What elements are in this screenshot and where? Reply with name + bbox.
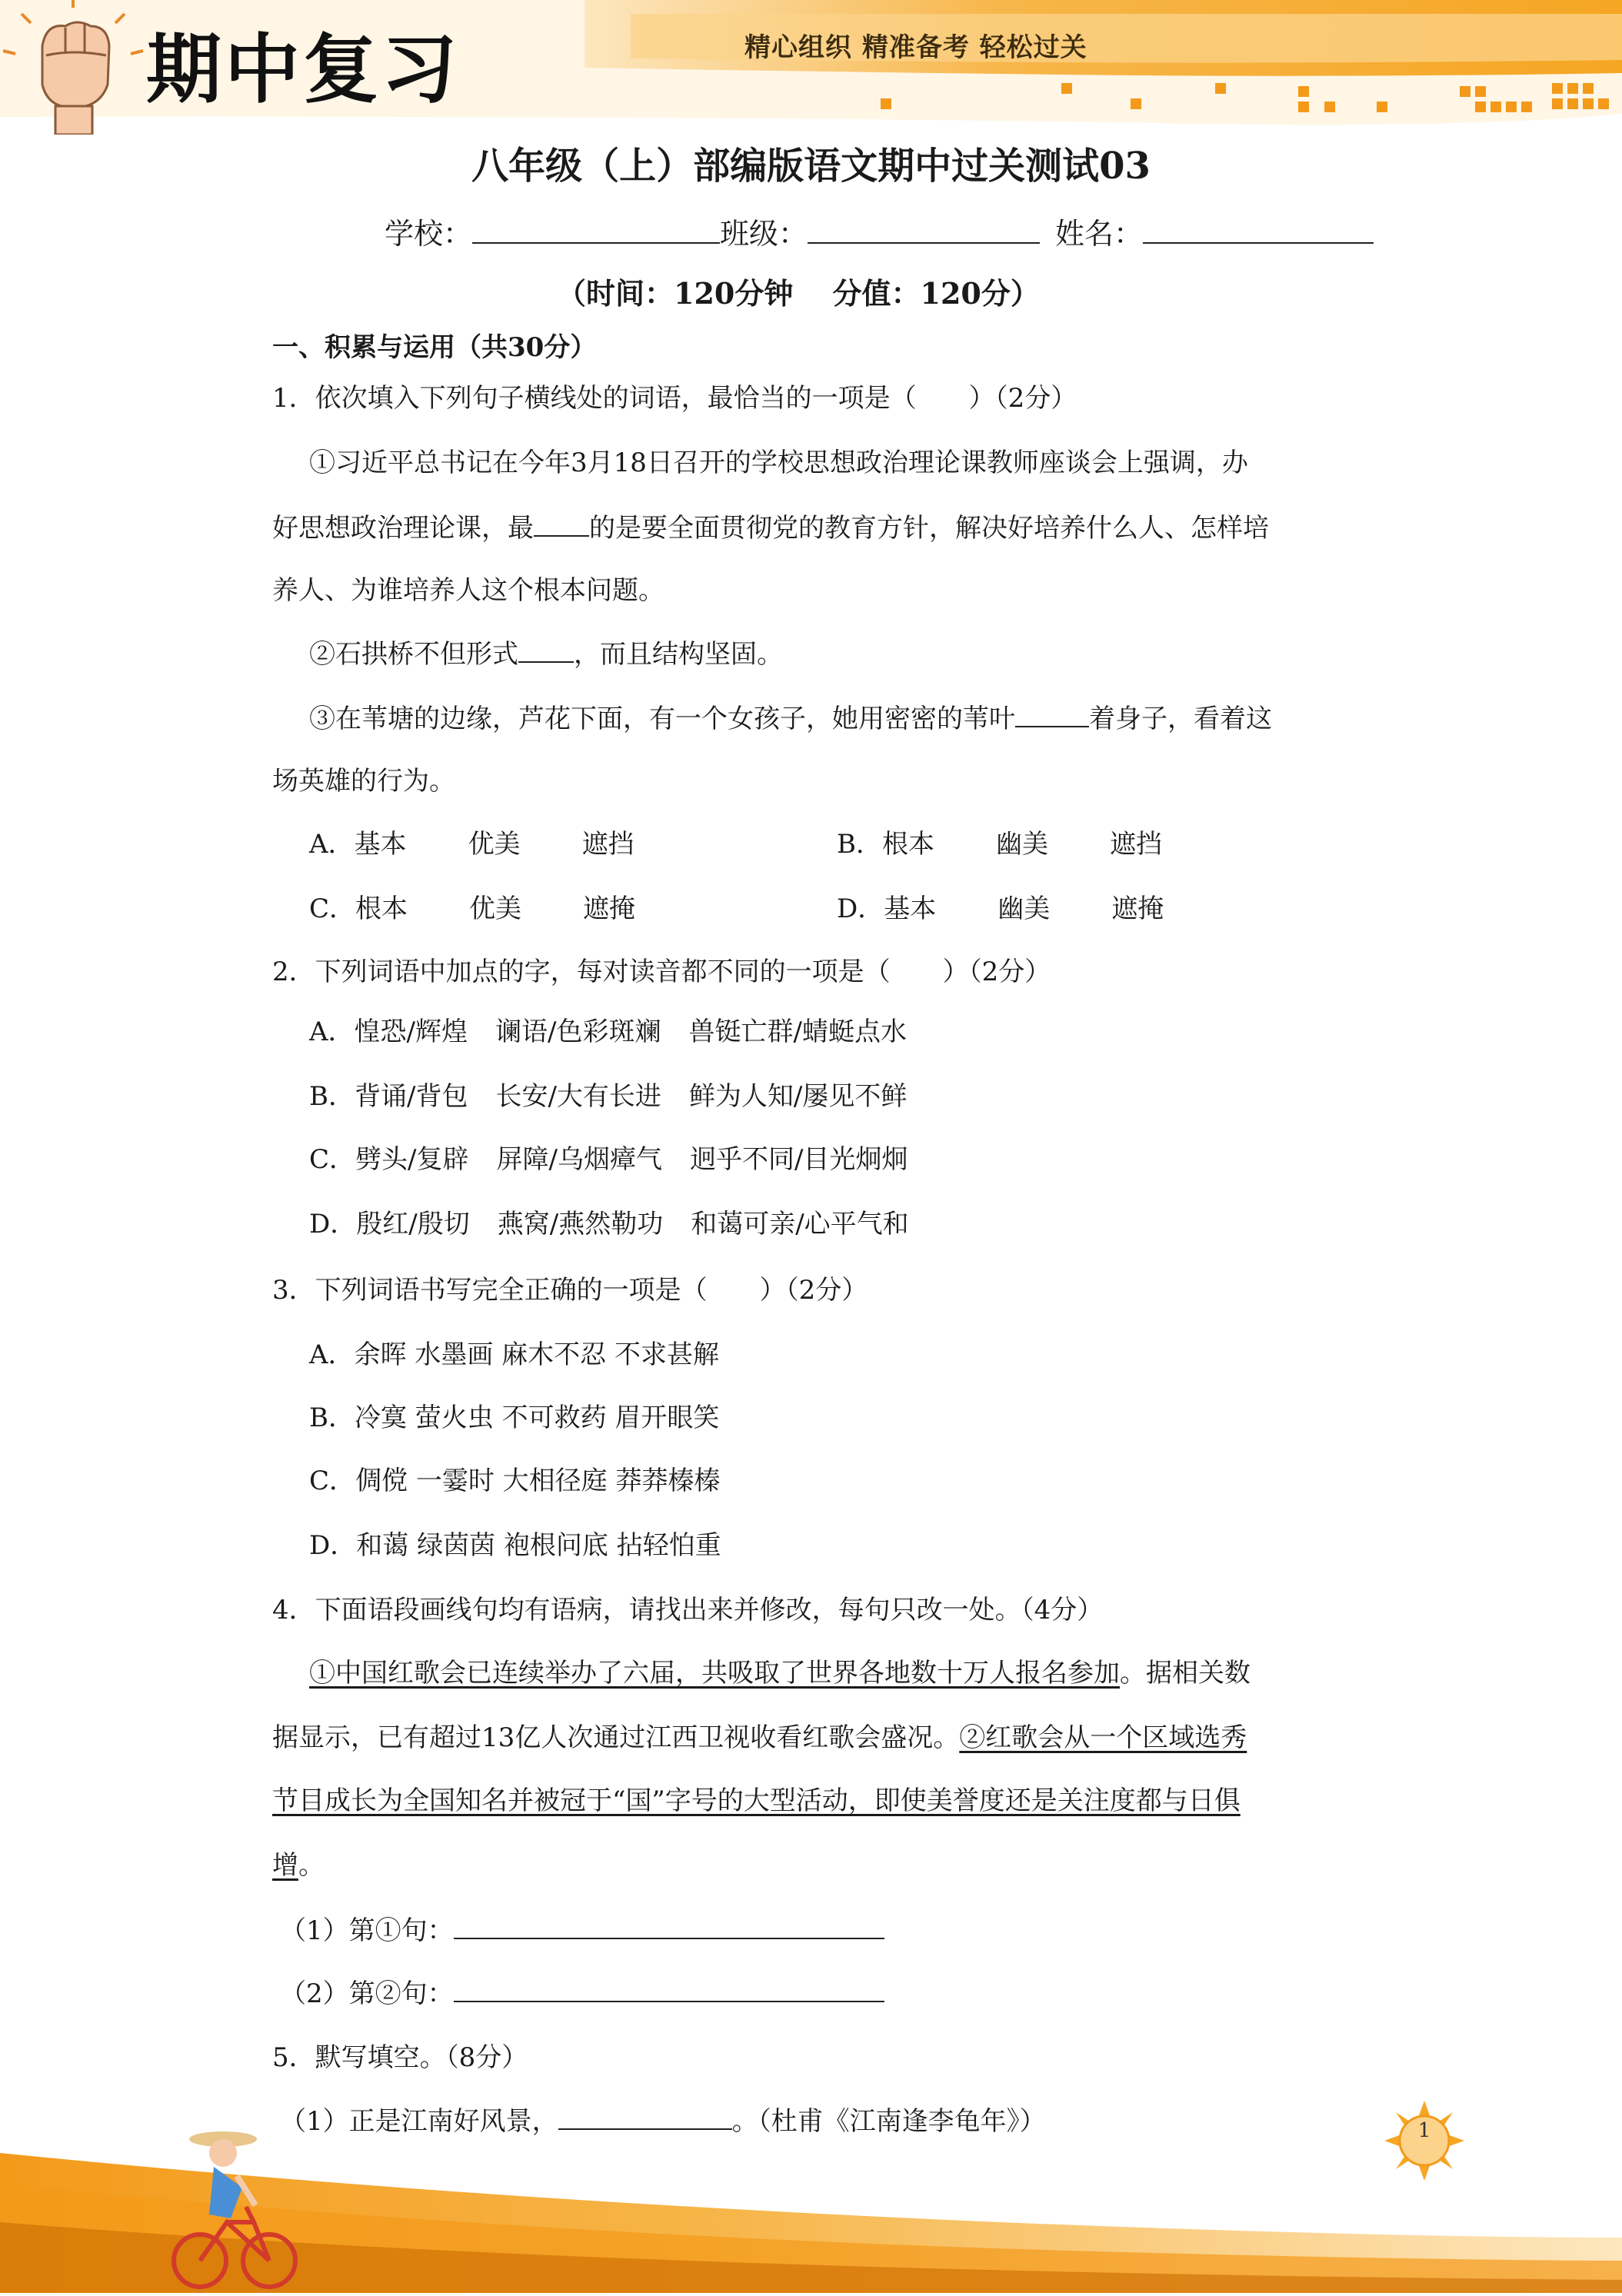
- q3-option-d[interactable]: D．和蔼 绿茵茵 袍根问底 拈轻怕重: [309, 1530, 721, 1561]
- header-title: 期中复习: [146, 26, 461, 114]
- footer-decoration: [0, 2107, 1622, 2293]
- name-field[interactable]: [1143, 219, 1374, 244]
- q1-sentence-3-line-1: ③在苇塘的边缘，芦花下面，有一个女孩子，她用密密的苇叶 着身子，看着这: [309, 704, 1272, 734]
- q1-sentence-2: ②石拱桥不但形式 ，而且结构坚固。: [309, 639, 783, 670]
- header-slogan: 精心组织 精准备考 轻松过关: [744, 32, 1087, 63]
- q4-answer-2: （2）第②句：: [280, 1978, 884, 2009]
- q3-option-a[interactable]: A．余晖 水墨画 麻木不忍 不求甚解: [309, 1339, 719, 1370]
- class-field[interactable]: [808, 219, 1040, 244]
- q1-sentence-1-line-1: ①习近平总书记在今年3月18日召开的学校思想政治理论课教师座谈会上强调，办: [309, 448, 1248, 478]
- q1-blank-3[interactable]: [1015, 703, 1089, 727]
- q4-answer-1: （1）第①句：: [280, 1915, 884, 1946]
- q1-sentence-1-line-3: 养人、为谁培养人这个根本问题。: [272, 575, 664, 606]
- class-label: 班级：: [720, 217, 808, 251]
- q1-option-c[interactable]: C．根本 优美 遮掩: [309, 893, 636, 924]
- question-3-stem: 3．下列词语书写完全正确的一项是（ ）（2分）: [272, 1275, 868, 1306]
- student-info-line: [385, 218, 1374, 249]
- exam-subtitle: （时间：120分钟 分值：120分）: [557, 276, 1040, 311]
- q4-paragraph-line-4: 增。: [272, 1850, 325, 1881]
- q1-option-d[interactable]: D．基本 幽美 遮掩: [837, 893, 1164, 924]
- q1-option-a[interactable]: A．基本 优美 遮挡: [309, 829, 634, 860]
- q2-option-d[interactable]: D．殷红/殷切 燕窝/燕然勒功 和蔼可亲/心平气和: [309, 1209, 909, 1240]
- q5-line-1: （1）正是江南好风景， 。（杜甫《江南逢李龟年》）: [280, 2106, 1046, 2137]
- section-heading: 一、积累与运用（共30分）: [272, 332, 597, 363]
- cyclist-icon: [169, 2122, 300, 2293]
- q4-answer-2-field[interactable]: [454, 1978, 884, 2002]
- q1-option-b[interactable]: B．根本 幽美 遮挡: [837, 829, 1162, 860]
- q2-option-c[interactable]: C．劈头/复辟 屏障/乌烟瘴气 迥乎不同/目光炯炯: [309, 1144, 908, 1175]
- question-1-stem: 1．依次填入下列句子横线处的词语，最恰当的一项是（ ）（2分）: [272, 383, 1077, 414]
- q3-option-b[interactable]: B．冷寞 萤火虫 不可救药 眉开眼笑: [309, 1403, 720, 1433]
- question-5-stem: 5．默写填空。（8分）: [272, 2042, 528, 2073]
- question-4-stem: 4．下面语段画线句均有语病，请找出来并修改，每句只改一处。（4分）: [272, 1595, 1104, 1626]
- school-label: 学校：: [385, 217, 473, 251]
- page-title: 八年级（上）部编版语文期中过关测试03: [471, 145, 1151, 188]
- q1-sentence-3-line-2: 场英雄的行为。: [272, 766, 455, 797]
- q4-answer-1-field[interactable]: [454, 1915, 884, 1939]
- q3-option-c[interactable]: C．倜傥 一霎时 大相径庭 莽莽榛榛: [309, 1466, 721, 1496]
- school-field[interactable]: [472, 219, 720, 244]
- q1-sentence-1-line-2: 好思想政治理论课，最 的是要全面贯彻党的教育方针，解决好培养什么人、怎样培: [272, 513, 1269, 544]
- q4-paragraph-line-3: 节目成长为全国知名并被冠于“国”字号的大型活动，即使美誉度还是关注度都与日俱: [272, 1785, 1241, 1816]
- q2-option-a[interactable]: A．惶恐/辉煌 谰语/色彩斑斓 兽铤亡群/蜻蜓点水: [309, 1017, 907, 1047]
- q1-blank-1[interactable]: [534, 512, 589, 537]
- q4-paragraph-line-1: ①中国红歌会已连续举办了六届，共吸取了世界各地数十万人报名参加。据相关数: [309, 1658, 1251, 1689]
- q4-paragraph-line-2: 据显示，已有超过13亿人次通过江西卫视收看红歌会盛况。②红歌会从一个区域选秀: [272, 1722, 1247, 1753]
- q2-option-b[interactable]: B．背诵/背包 长安/大有长进 鲜为人知/屡见不鲜: [309, 1081, 908, 1112]
- page-number: 1: [1417, 2119, 1431, 2142]
- question-2-stem: 2．下列词语中加点的字，每对读音都不同的一项是（ ）（2分）: [272, 957, 1051, 987]
- q4-underlined-sentence-1: ①中国红歌会已连续举办了六届，共吸取了世界各地数十万人报名参加: [309, 1658, 1120, 1689]
- q4-underlined-sentence-2-start: ②红歌会从一个区域选秀: [959, 1722, 1247, 1753]
- q1-blank-2[interactable]: [518, 638, 574, 663]
- name-label: 姓名：: [1055, 217, 1144, 251]
